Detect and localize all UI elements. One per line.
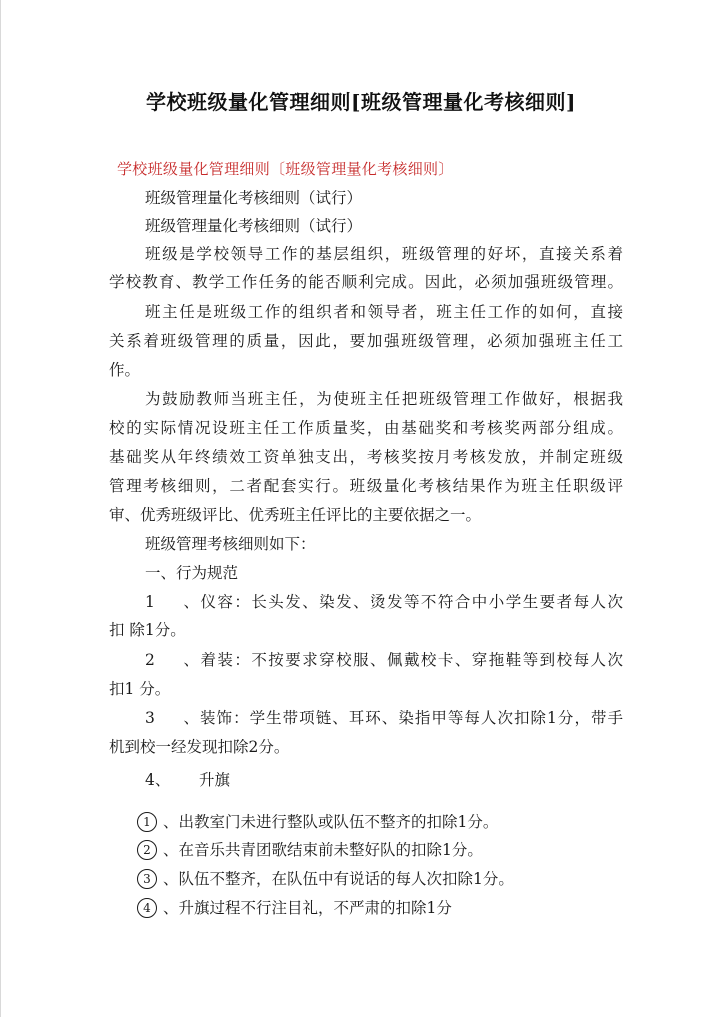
list-item-continuation: 机到校一经发现扣除2分。 [109,738,290,756]
paragraph-line: 班级管理考核细则如下： [145,535,316,553]
sub-list-item-text: 、升旗过程不行注目礼，不严肃的扣除1分 [163,899,452,917]
sub-list-item-text: 、在音乐共青团歌结束前未整好队的扣除1分。 [163,841,483,859]
sub-list-item [137,869,617,889]
paragraph-line: 班级是学校领导工作的基层组织，班级管理的好坏，直接关系着 [145,245,623,263]
section-heading: 一、行为规范 [145,564,239,582]
list-item-continuation: 扣 除1分。 [109,621,186,639]
list-item [109,770,623,790]
sub-list-item-text: 、队伍不整齐，在队伍中有说话的每人次扣除1分。 [163,870,514,888]
list-item [109,708,623,728]
list-item-number: 2、 [145,651,199,669]
list-item-continuation: 扣1 分。 [109,680,171,698]
sub-list-item [137,812,617,832]
paragraph-line: 班主任是班级工作的组织者和领导者，班主任工作的如何，直接 [145,303,623,321]
list-item-text: 装饰：学生带项链、耳环、染指甲等每人次扣除1分，带手 [199,709,623,727]
list-item [109,592,623,612]
circled-number: 3 [137,869,157,889]
paragraph-line: 为鼓励教师当班主任，为使班主任把班级管理工作做好，根据我 [145,390,623,408]
paragraph-line: 作。 [109,361,141,379]
list-item-number: 3、 [145,709,199,727]
circled-number: 1 [137,812,157,832]
paragraph-line: 学校教育、教学工作任务的能否顺利完成。因此，必须加强班级管理。 [109,273,623,291]
circled-number: 2 [137,840,157,860]
circled-number: 4 [137,898,157,918]
paragraph-line: 班级管理量化考核细则（试行） [145,217,363,235]
list-item-number: 1、 [145,593,199,611]
paragraph-line: 管理考核细则，二者配套实行。班级量化考核结果作为班主任职级评 [109,477,623,495]
list-item-text: 着装：不按要求穿校服、佩戴校卡、穿拖鞋等到校每人次 [199,651,623,669]
sub-list-item [137,840,617,860]
document-subtitle: 学校班级量化管理细则〔班级管理量化考核细则〕 [117,160,454,178]
paragraph-line: 校的实际情况设班主任工作质量奖，由基础奖和考核奖两部分组成。 [109,419,623,437]
sub-list-item-text: 、出教室门未进行整队或队伍不整齐的扣除1分。 [163,813,499,831]
list-item-text: 升旗 [199,771,231,789]
list-item-text: 仪容：长头发、染发、烫发等不符合中小学生要者每人次 [199,593,623,611]
document-title: 学校班级量化管理细则[班级管理量化考核细则] [146,90,576,114]
sub-list-item [137,898,617,918]
paragraph-line: 基础奖从年终绩效工资单独支出，考核奖按月考核发放，并制定班级 [109,448,623,466]
list-item-number: 4、 [145,771,171,789]
paragraph-line: 班级管理量化考核细则（试行） [145,189,363,207]
list-item [109,650,623,670]
paragraph-line: 关系着班级管理的质量，因此，要加强班级管理，必须加强班主任工 [109,332,623,350]
paragraph-line: 审、优秀班级评比、优秀班主任评比的主要依据之一。 [109,506,482,524]
